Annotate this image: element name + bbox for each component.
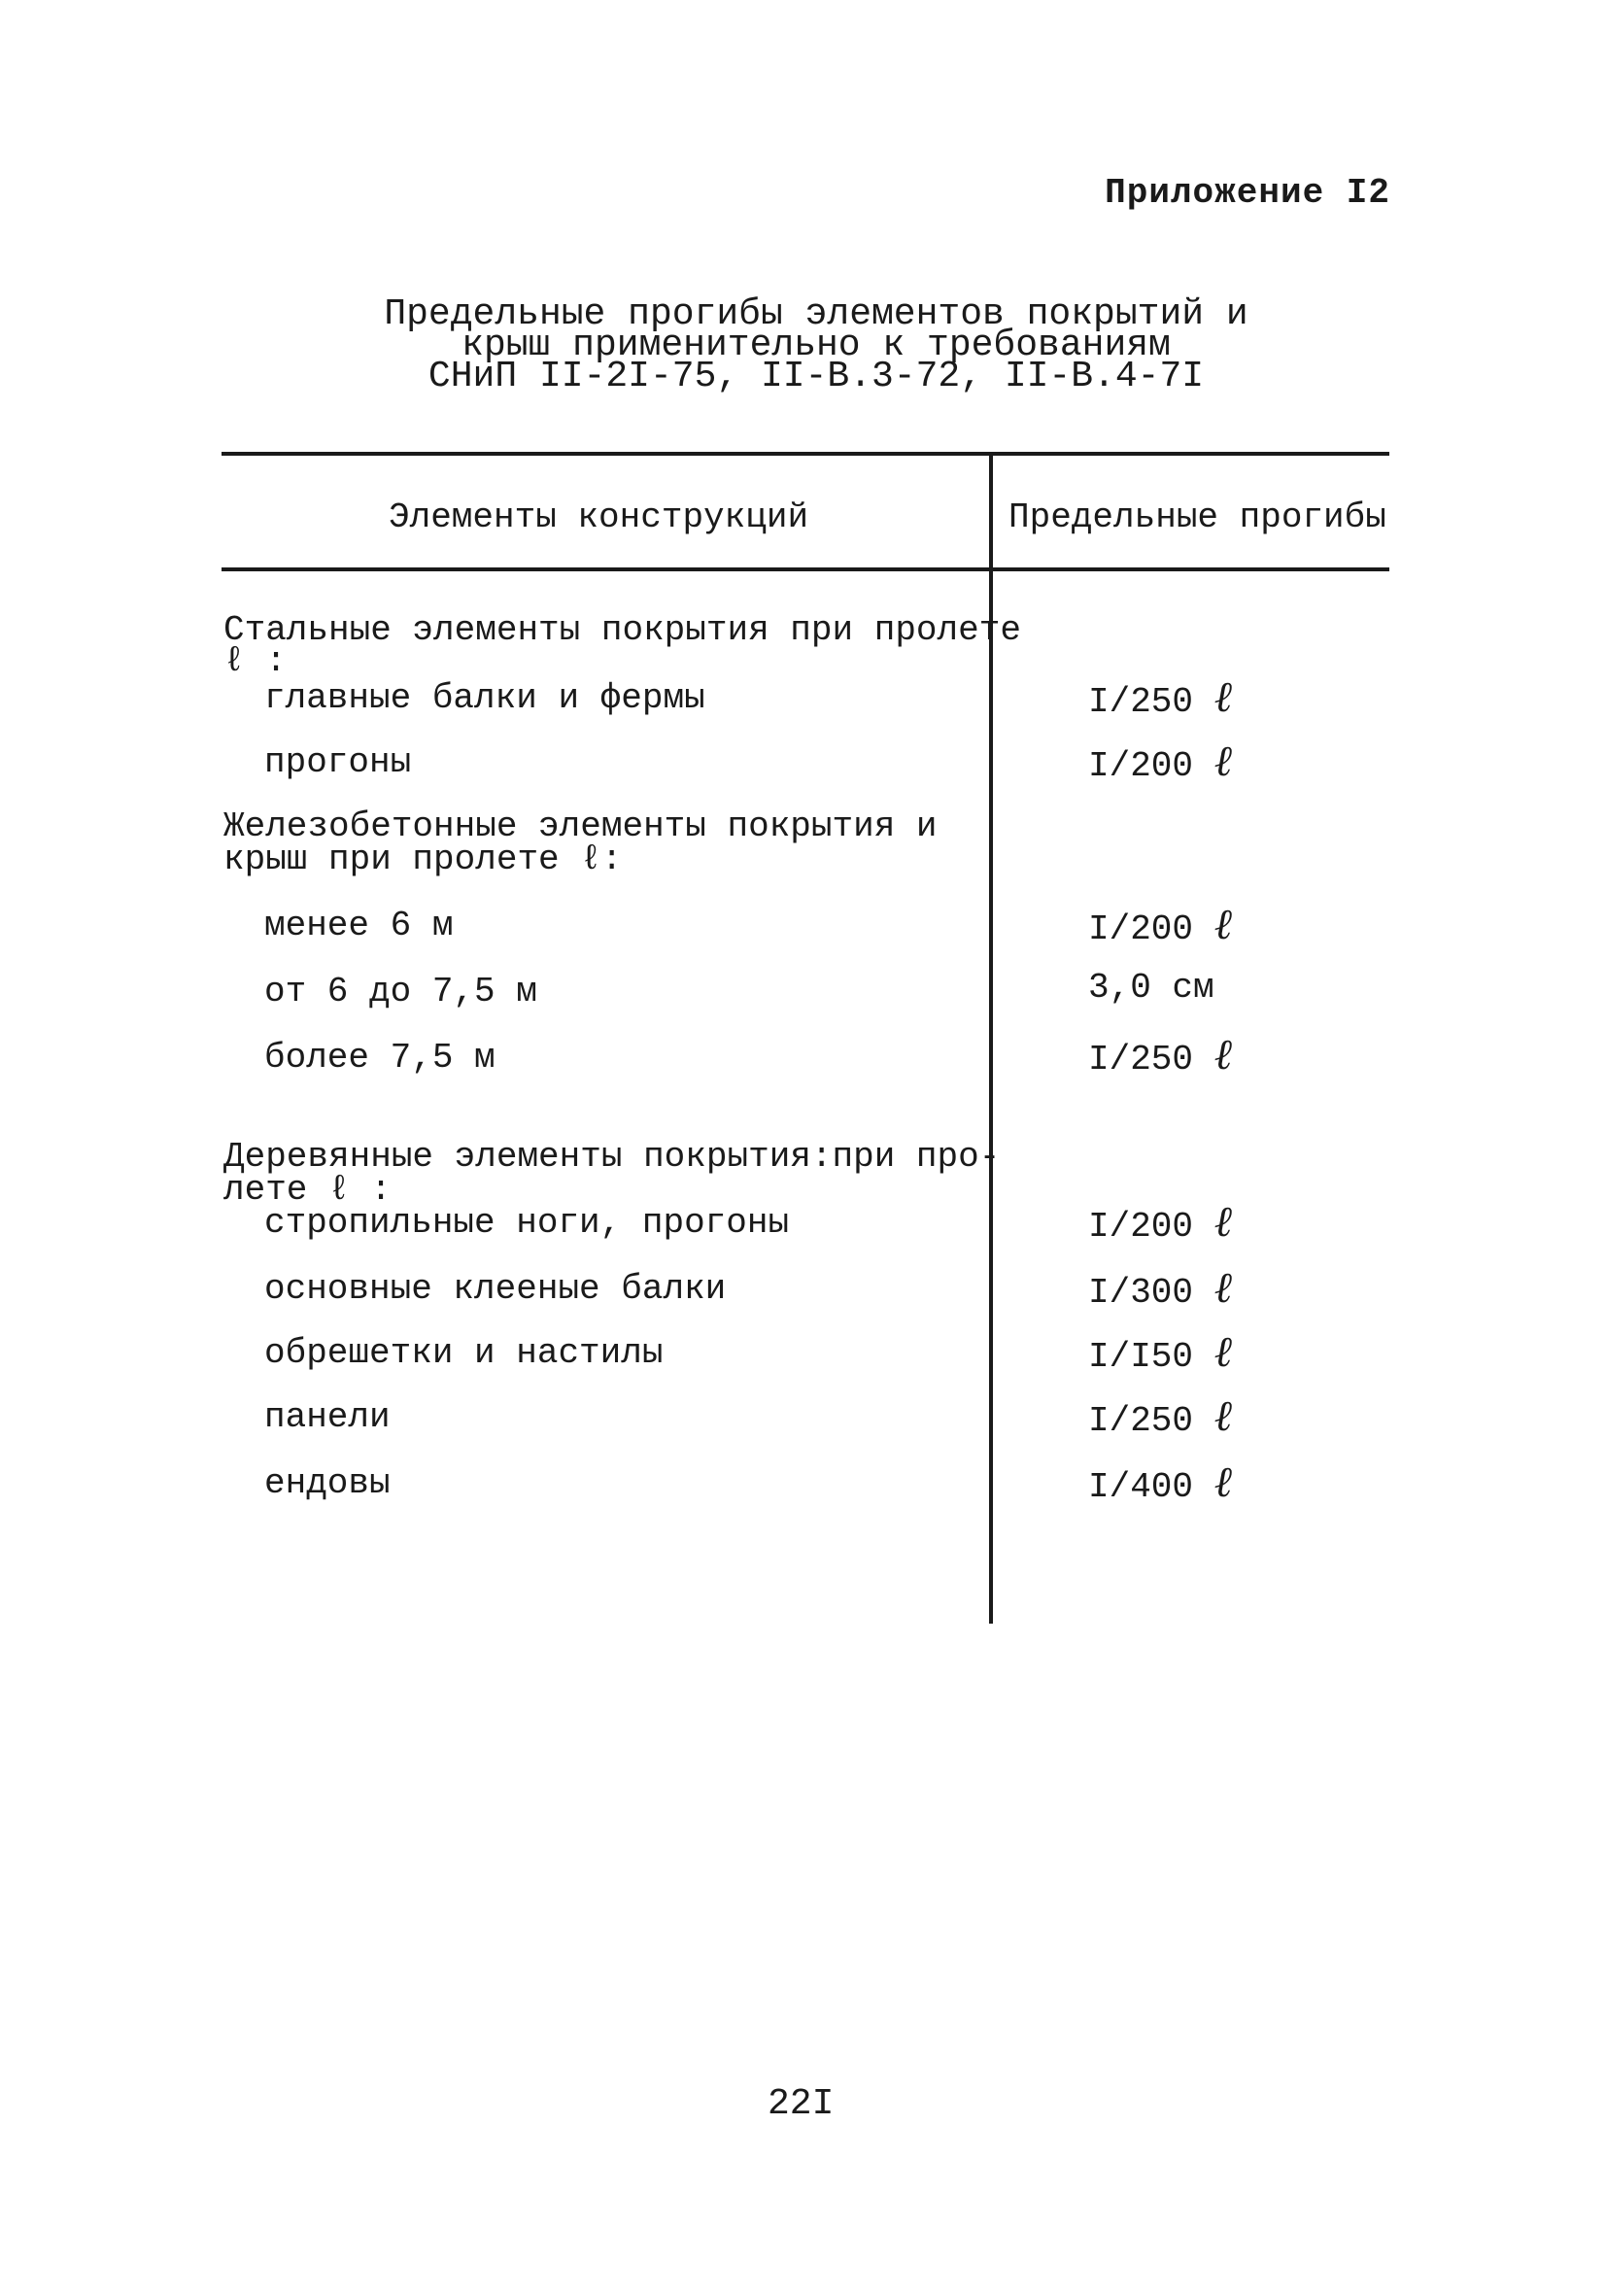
row-steel-main-beams-value: I/250 ℓ xyxy=(1088,672,1232,722)
group-concrete-title-cont: крыш при пролете ℓ: xyxy=(223,840,623,879)
row-timber-panels-value: I/250 ℓ xyxy=(1088,1391,1232,1441)
title-line-2: крыш применительно к требованиям xyxy=(461,325,1171,366)
group-concrete-title: Железобетонные элементы покрытия и xyxy=(223,806,938,846)
group-steel-title-cont: ℓ : xyxy=(223,641,287,681)
row-timber-lathing-value: I/I50 ℓ xyxy=(1088,1327,1232,1377)
page-number: 22I xyxy=(768,2083,835,2125)
row-timber-glued-beams-label: основные клееные балки xyxy=(264,1269,727,1309)
group-timber-title: Деревянные элементы покрытия:при про- xyxy=(223,1137,1001,1177)
row-timber-glued-beams-value: I/300 ℓ xyxy=(1088,1263,1232,1313)
row-timber-rafters-value: I/200 ℓ xyxy=(1088,1197,1232,1247)
row-concrete-over-7-5-label: более 7,5 м xyxy=(264,1038,495,1078)
title-line-3: СНиП II-2I-75, II-В.3-72, II-В.4-7I xyxy=(427,356,1205,397)
row-concrete-6-to-7-5-label: от 6 до 7,5 м xyxy=(264,972,537,1011)
row-steel-purlins-value: I/200 ℓ xyxy=(1088,737,1232,786)
row-timber-rafters-label: стропильные ноги, прогоны xyxy=(264,1203,790,1243)
group-timber-title-cont: лете ℓ : xyxy=(223,1170,392,1210)
row-timber-panels-label: панели xyxy=(264,1397,391,1437)
row-timber-valleys-value: I/400 ℓ xyxy=(1088,1457,1232,1507)
table-top-rule xyxy=(222,452,1389,456)
column-header-deflections: Предельные прогибы xyxy=(1008,497,1386,537)
row-steel-purlins-label: прогоны xyxy=(264,742,412,782)
column-header-elements: Элементы конструкций xyxy=(389,497,809,537)
row-concrete-under-6-label: менее 6 м xyxy=(264,906,454,945)
row-concrete-under-6-value: I/200 ℓ xyxy=(1088,900,1232,949)
table-header-rule xyxy=(222,567,1389,571)
title-line-1: Предельные прогибы элементов покрытий и xyxy=(384,293,1248,335)
appendix-label: Приложение I2 xyxy=(1105,173,1390,213)
row-timber-lathing-label: обрешетки и настилы xyxy=(264,1333,664,1373)
row-timber-valleys-label: ендовы xyxy=(264,1463,391,1503)
document-title xyxy=(291,293,1341,397)
row-concrete-over-7-5-value: I/250 ℓ xyxy=(1088,1030,1232,1079)
row-concrete-6-to-7-5-value: 3,0 см xyxy=(1088,968,1214,1008)
row-steel-main-beams-label: главные балки и фермы xyxy=(264,678,705,718)
group-steel-title: Стальные элементы покрытия при пролете xyxy=(223,610,1021,650)
